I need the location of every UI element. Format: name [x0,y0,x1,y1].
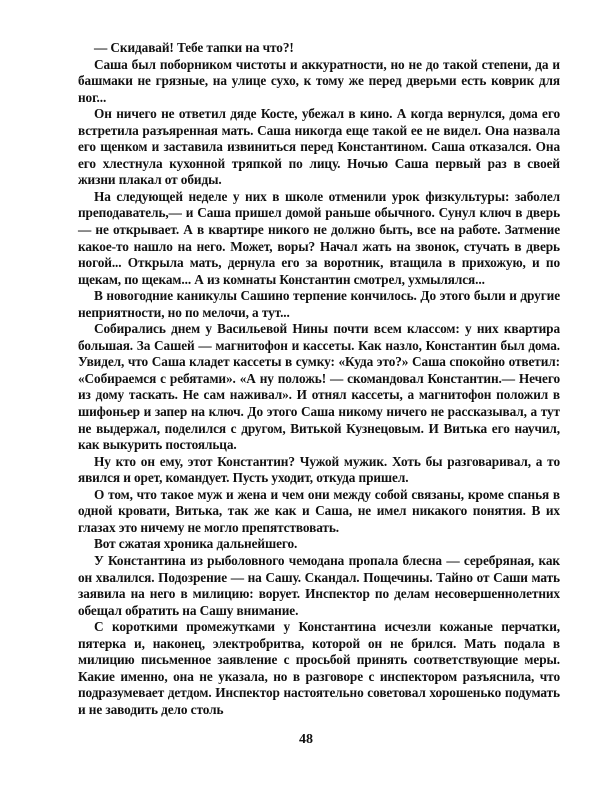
paragraph-3: Он ничего не ответил дяде Косте, убежал в кино. А когда вернулся, дома его встретила разъяренная мать. Саша никогда еще такой ее не видел. Она назвала его щенком и заставила извиниться перед Константином. Саша отказался. Она его хлестнула кухонной тряпкой по лицу. Ночью Саша первый раз в своей жизни плакал от обиды. [78,106,560,188]
paragraph-4: На следующей неделе у них в школе отменили урок физкультуры: заболел преподаватель,— и Саша пришел домой раньше обычного. Сунул ключ в дверь — не открывает. А в квартире никого не должно быть, все на работе. Затмение какое-то нашло на него. Может, воры? Начал жать на звонок, стучать в дверь ногой... Открыла мать, дернула его за воротник, втащила в прихожую, и по щекам, по щекам... А из комнаты Константин смотрел, ухмылялся... [78,188,560,287]
paragraph-8: О том, что такое муж и жена и чем они между собой связаны, кроме спанья в одной кровати, Витька, так же как и Саша, не имел никакого понятия. В их глазах это ничему не могло препятствовать. [78,486,560,535]
paragraph-6: Собирались днем у Васильевой Нины почти всем классом: у них квартира большая. За Сашей — магнитофон и кассеты. Как назло, Константин был дома. Увидел, что Саша кладет кассеты в сумку: «Куда это?» Саша спокойно ответил: «Собираемся с ребятами». «А ну положь! — скомандовал Константин.— Нечего из дому таскать. Не сам наживал». И отнял кассеты, а магнитофон положил в шифоньер и запер на ключ. До этого Саша никому ничего не рассказывал, а тут не выдержал, поделился с другом, Витькой Кузнецовым. И Витька его научил, как выкурить постояльца. [78,321,560,453]
paragraph-1: — Скидавай! Тебе тапки на что?! [94,40,294,55]
page-text [78,40,560,718]
paragraph-11: С короткими промежутками у Константина исчезли кожаные перчатки, пятерка и, наконец, электробритва, которой он не брился. Мать подала в милицию письменное заявление с просьбой принять соответствующие меры. Какие именно, она не указала, но в разговоре с инспектором разъяснила, что подразумевает детдом. Инспектор настоятельно советовал хорошенько подумать и не заводить дело столь [78,619,560,717]
paragraph-9: Вот сжатая хроника дальнейшего. [94,536,298,552]
paragraph-5: В новогодние каникулы Сашино терпение кончилось. До этого были и другие неприятности, но по мелочи, а тут... [78,288,560,320]
paragraph-2: Саша был поборником чистоты и аккуратности, но не до такой степени, да и башмаки не грязные, на улице сухо, к тому же перед дверьми есть коврик для ног... [78,56,560,105]
paragraph-10: У Константина из рыболовного чемодана пропала блесна — серебряная, как он хвалился. Подозрение — на Сашу. Скандал. Пощечины. Тайно от Саши мать заявила на него в милицию: ворует. Инспектор по делам несовершеннолетних обещал обратить на Сашу внимание. [78,552,560,618]
paragraph-7: Ну кто он ему, этот Константин? Чужой мужик. Хоть бы разговаривал, а то явился и орет, командует. Пусть уходит, откуда пришел. [78,453,560,486]
page-number: 48 [299,732,313,747]
